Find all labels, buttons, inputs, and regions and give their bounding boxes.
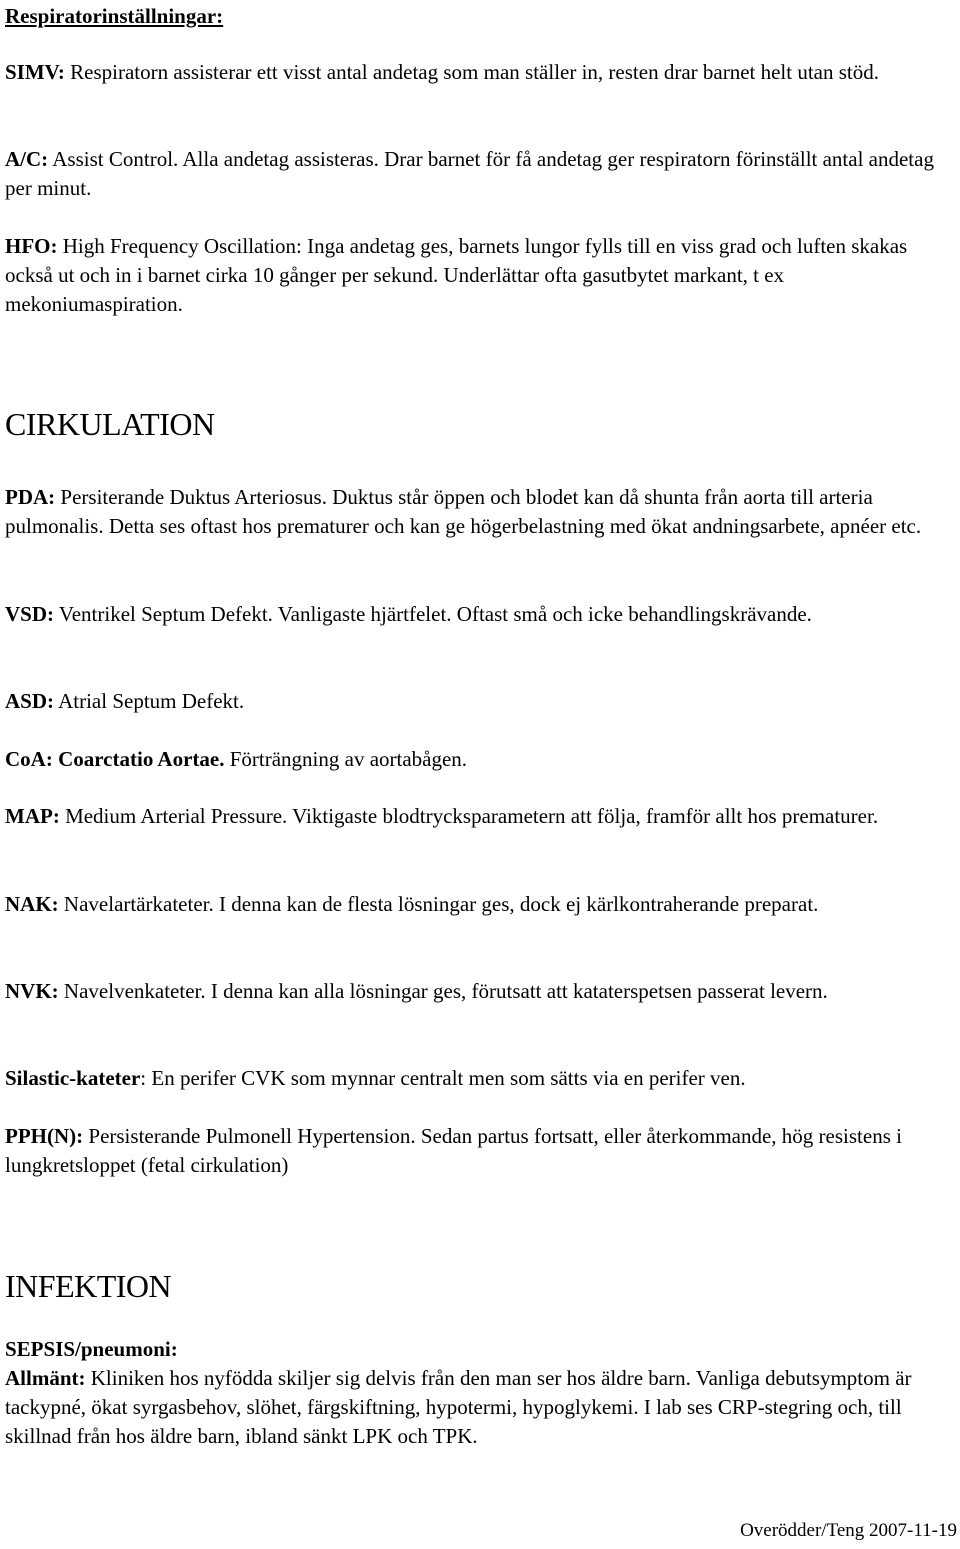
nvk-text: Navelvenkateter. I denna kan alla lösningar ges, förutsatt att kataterspetsen passerat levern.	[58, 979, 828, 1003]
respirator-heading: Respiratorinställningar:	[5, 4, 224, 28]
pph-paragraph	[5, 1122, 950, 1180]
nak-term: NAK:	[5, 892, 59, 916]
vsd-text: Ventrikel Septum Defekt. Vanligaste hjärtfelet. Oftast små och icke behandlingskrävande.	[54, 602, 812, 626]
pph-term: PPH(N):	[5, 1124, 84, 1148]
silastic-paragraph	[5, 1064, 950, 1093]
simv-term: SIMV:	[5, 60, 65, 84]
allmant-paragraph	[5, 1364, 950, 1451]
pph-text: Persisterande Pulmonell Hypertension. Sedan partus fortsatt, eller återkommande, hög resistens i lungkretsloppet (fetal cirkulation)	[5, 1124, 902, 1177]
pda-paragraph	[5, 483, 950, 541]
hfo-paragraph	[5, 232, 950, 319]
coa-term: CoA: Coarctatio Aortae.	[5, 747, 225, 771]
allmant-term: Allmänt:	[5, 1366, 86, 1390]
simv-paragraph	[5, 58, 950, 87]
simv-text: Respiratorn assisterar ett visst antal andetag som man ställer in, resten drar barnet helt utan stöd.	[64, 60, 880, 84]
pda-text: Persiterande Duktus Arteriosus. Duktus står öppen och blodet kan då shunta från aorta till arteria pulmonalis. Detta ses oftast hos prematurer och kan ge högerbelastning med ökat andningsarbete, apnéer etc.	[5, 485, 922, 538]
sepsis-heading-text: SEPSIS/pneumoni:	[5, 1337, 178, 1361]
nvk-paragraph	[5, 977, 950, 1006]
asd-paragraph	[5, 687, 950, 716]
asd-text: Atrial Septum Defekt.	[54, 689, 245, 713]
coa-paragraph	[5, 745, 950, 774]
nvk-term: NVK:	[5, 979, 59, 1003]
silastic-text: : En perifer CVK som mynnar centralt men som sätts via en perifer ven.	[140, 1066, 746, 1090]
allmant-text: Kliniken hos nyfödda skiljer sig delvis från den man ser hos äldre barn. Vanliga debutsymptom är tackypné, ökat syrgasbehov, slöhet, färgskiftning, hypotermi, hypoglykemi. I lab ses CRP-stegring och, till skillnad från hos äldre barn, ibland sänkt LPK och TPK.	[5, 1366, 912, 1448]
vsd-term: VSD:	[5, 602, 55, 626]
footer-author-date: Overödder/Teng 2007-11-19	[740, 1520, 957, 1541]
map-text: Medium Arterial Pressure. Viktigaste blodtrycksparametern att följa, framför allt hos prematurer.	[59, 804, 879, 828]
nak-paragraph	[5, 890, 950, 919]
ac-paragraph	[5, 145, 950, 203]
hfo-text: High Frequency Oscillation: Inga andetag ges, barnets lungor fylls till en viss grad och luften skakas också ut och in i barnet cirka 10 gånger per sekund. Underlättar ofta gasutbytet markant, t ex mekoniumaspiration.	[5, 234, 908, 316]
hfo-term: HFO:	[5, 234, 58, 258]
map-paragraph	[5, 802, 950, 831]
infektion-heading: INFEKTION	[5, 1268, 172, 1304]
vsd-paragraph	[5, 600, 950, 629]
cirkulation-heading: CIRKULATION	[5, 406, 215, 442]
coa-text: Förträngning av aortabågen.	[224, 747, 468, 771]
asd-term: ASD:	[5, 689, 55, 713]
silastic-term: Silastic-kateter	[5, 1066, 141, 1090]
nak-text: Navelartärkateter. I denna kan de flesta lösningar ges, dock ej kärlkontraherande preparat.	[58, 892, 819, 916]
pda-term: PDA:	[5, 485, 56, 509]
ac-term: A/C:	[5, 147, 49, 171]
map-term: MAP:	[5, 804, 60, 828]
ac-text: Assist Control. Alla andetag assisteras. Drar barnet för få andetag ger respiratorn förinställt antal andetag per minut.	[5, 147, 934, 200]
sepsis-heading	[5, 1335, 950, 1364]
